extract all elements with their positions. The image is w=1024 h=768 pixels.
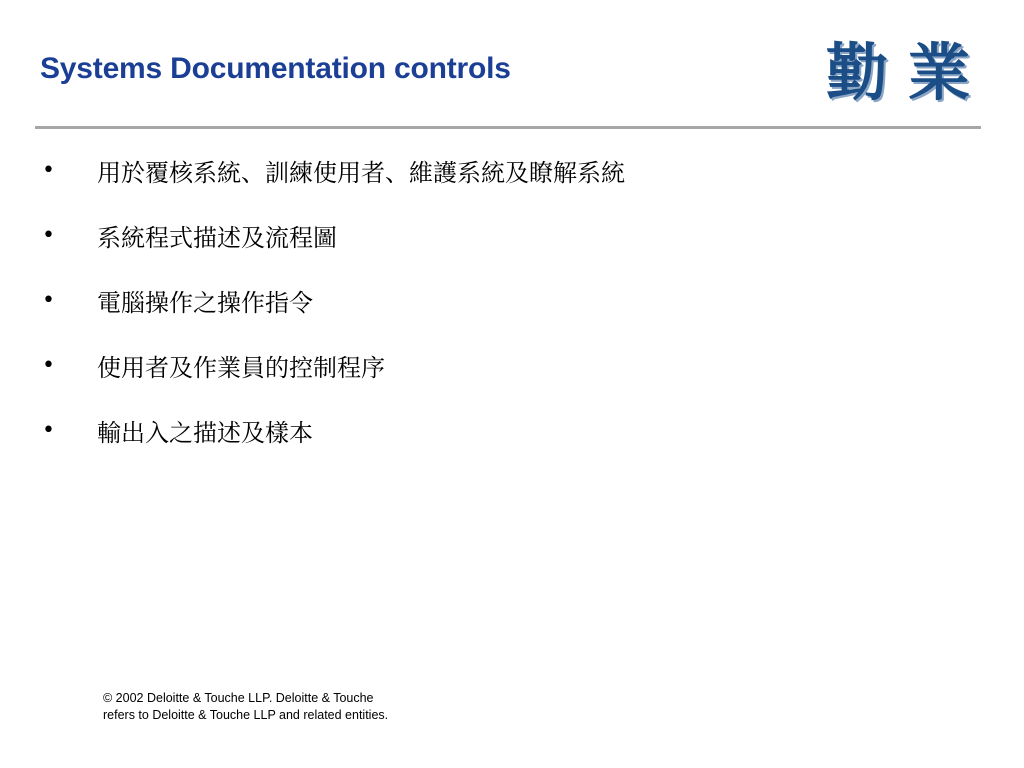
company-logo bbox=[826, 36, 986, 110]
bullet-list bbox=[40, 150, 625, 475]
bullet-icon: • bbox=[42, 352, 55, 378]
logo-character-2: 業 bbox=[908, 36, 971, 109]
bullet-item bbox=[40, 215, 625, 255]
slide-title: Systems Documentation controls bbox=[40, 52, 511, 85]
bullet-text: 電腦操作之操作指令 bbox=[97, 288, 313, 317]
bullet-text: 輸出入之描述及樣本 bbox=[97, 418, 313, 447]
footer-line-1: © 2002 Deloitte & Touche LLP. Deloitte & Touche bbox=[103, 691, 374, 705]
bullet-icon: • bbox=[42, 417, 55, 443]
bullet-text: 系統程式描述及流程圖 bbox=[97, 223, 337, 252]
bullet-icon: • bbox=[42, 287, 55, 313]
bullet-item bbox=[40, 410, 625, 450]
bullet-item bbox=[40, 345, 625, 385]
bullet-icon: • bbox=[42, 157, 55, 183]
copyright-footer bbox=[103, 690, 388, 724]
bullet-item bbox=[40, 150, 625, 190]
footer-line-2: refers to Deloitte & Touche LLP and related entities. bbox=[103, 708, 389, 722]
title-divider bbox=[35, 126, 981, 129]
bullet-item bbox=[40, 280, 625, 320]
bullet-icon: • bbox=[42, 222, 55, 248]
logo-character-1: 勤 bbox=[826, 36, 889, 109]
bullet-text: 用於覆核系統、訓練使用者、維護系統及瞭解系統 bbox=[97, 158, 625, 187]
bullet-text: 使用者及作業員的控制程序 bbox=[97, 353, 385, 382]
